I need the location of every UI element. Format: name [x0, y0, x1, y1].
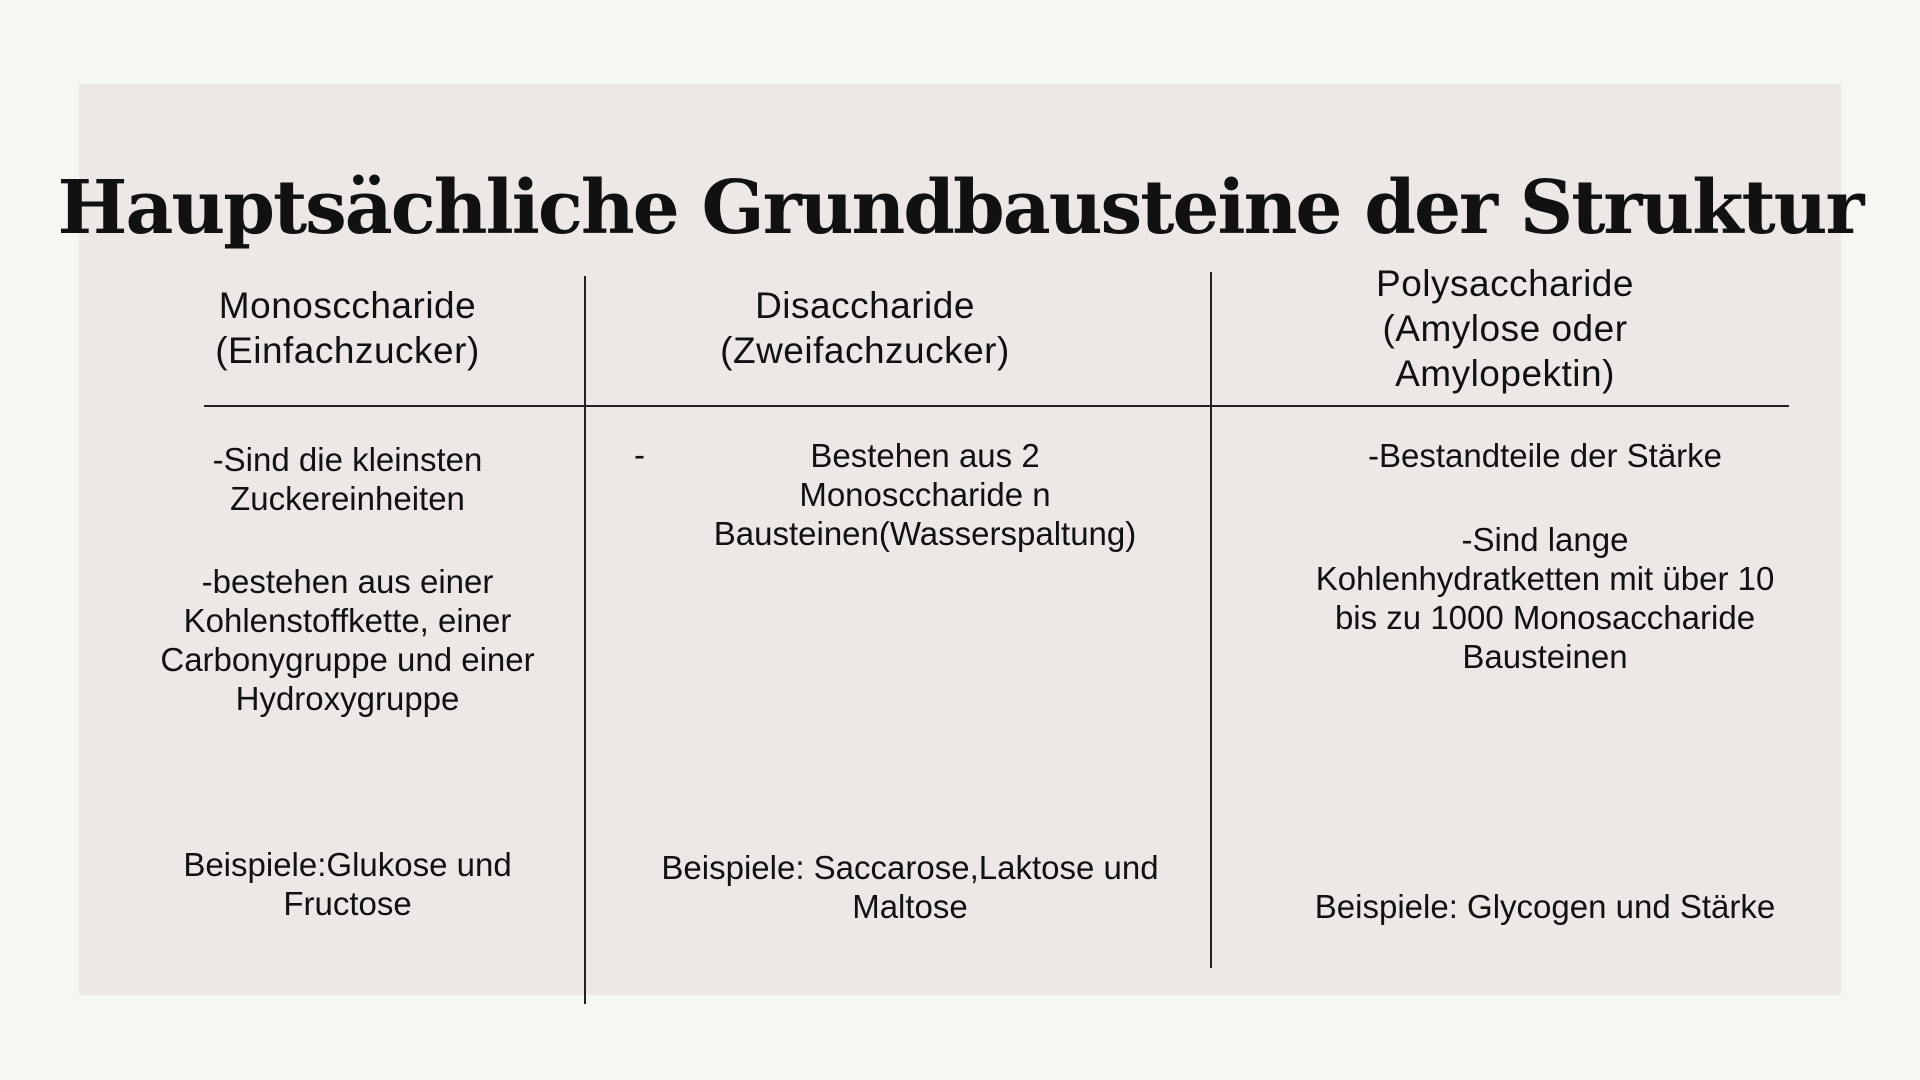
disaccharide-examples: Beispiele: Saccarose,Laktose und Maltose [661, 849, 1159, 925]
polysaccharide-fact-2: -Sind lange Kohlenhydratketten mit über 10 bis zu 1000 Monosaccharide Bausteinen [1315, 521, 1775, 675]
header-divider [204, 405, 1789, 407]
disaccharide-fact-1: Bestehen aus 2 Monosccharide n Bausteinen(Wasserspaltung) [713, 437, 1137, 552]
disaccharide-bullet-dash: - [634, 436, 645, 473]
polysaccharide-fact-1: -Bestandteile der Stärke [1367, 437, 1723, 474]
monosaccharide-examples: Beispiele:Glukose und Fructose [183, 846, 512, 922]
column-heading-disaccharide: Disaccharide (Zweifachzucker) [720, 285, 1010, 371]
slide-title: Hauptsächliche Grundbausteine der Struktur [57, 165, 1863, 251]
polysaccharide-examples: Beispiele: Glycogen und Stärke [1314, 888, 1776, 925]
column-heading-monosaccharide: Monosccharide (Einfachzucker) [215, 285, 480, 371]
column-heading-polysaccharide: Polysaccharide (Amylose oder Amylopektin) [1376, 263, 1634, 394]
monosaccharide-fact-2: -bestehen aus einer Kohlenstoffkette, einer Carbonygruppe und einer Hydroxygruppe [160, 563, 535, 717]
monosaccharide-fact-1: -Sind die kleinsten Zuckereinheiten [212, 441, 483, 517]
column-divider-2 [1210, 272, 1212, 968]
